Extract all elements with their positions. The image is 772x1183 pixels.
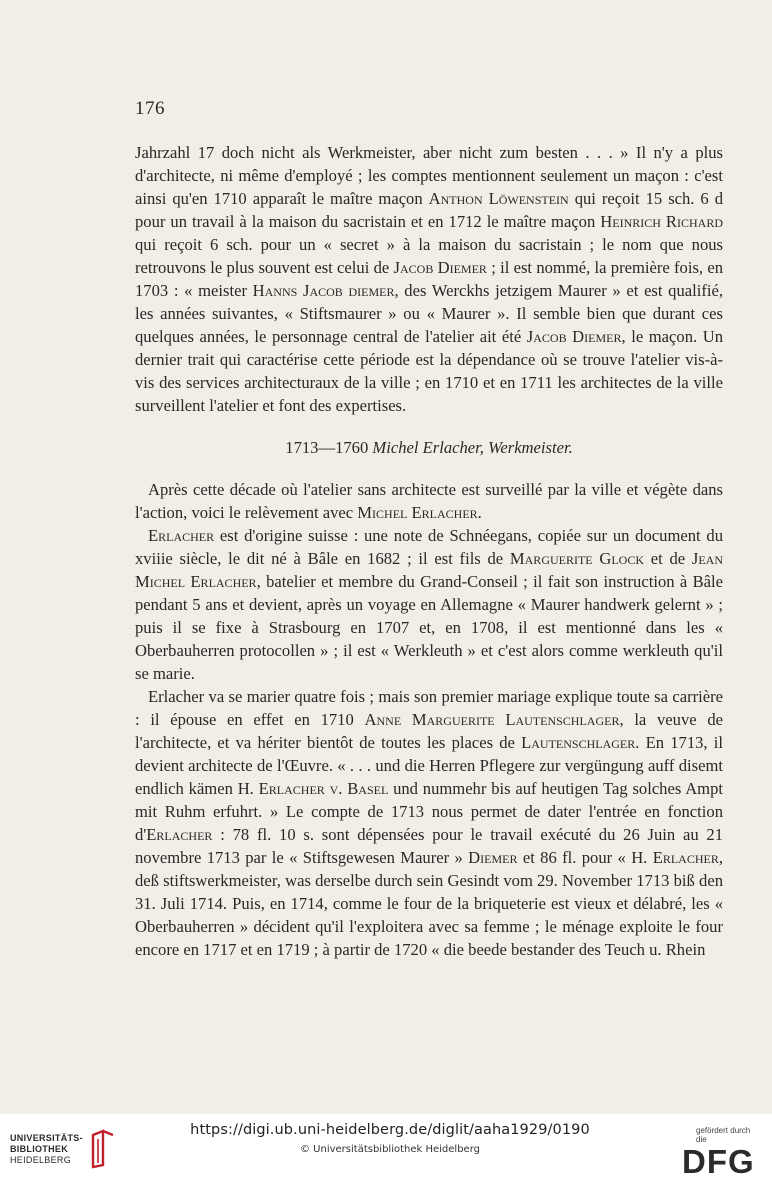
text-run: . En 1713, il devient architecte de l'Œuvre. « . . . und die Herren Pflegere zur vergüngung auff disemt endlich kämen H. [135,733,723,798]
text-run: . [477,503,482,522]
funding-note: gefördert durch die [696,1126,751,1144]
text-run: qui reçoit 15 sch. 6 d pour un travail à la maison du sacristain et en 1712 le maître maçon [135,189,724,231]
person-name: Anthon Löwenstein [428,189,569,208]
library-name-line-2: BIBLIOTHEK [10,1143,68,1154]
library-name-line-1: UNIVERSITÄTS- [10,1132,83,1143]
text-run: und nummehr bis auf heutigen Tag solches Ampt mit Ruhm erfuhrt. » Le compte de 1713 nous permet de dater l'entrée en fonction d' [135,779,723,844]
paragraph [135,141,723,417]
person-name: Heinrich Richard [600,212,723,231]
section-heading-years: 1713—1760 [285,438,369,457]
text-run: , le maçon. Un dernier trait qui caractérise cette période est la dépendance où se trouve l'atelier vis-à-vis des services architecturaux de la ville ; en 1710 et en 1711 les architectes de la ville surveillent l'atelier et font des expertises. [135,327,723,415]
text-run: , batelier et membre du Grand-Conseil ; il fait son instruction à Bâle pendant 5 ans et devient, après un voyage en Allemagne « Maurer handwerk gelernt » ; puis il se fixe à Strasbourg en 1707 et, en 1708, il est mentionné dans les « Oberbauherren protocollen » ; il est « Werkleuth » et c'est alors comme werkleuth qu'il se marie. [135,572,724,683]
person-name: Jacob Diemer [393,258,487,277]
person-name: Erlacher [148,526,215,545]
section-heading [135,436,723,459]
person-name: Anne Marguerite Lautenschlager [364,710,620,729]
text-run: qui reçoit 6 sch. pour un « secret » à la maison du sacristain ; le nom que nous retrouvons le plus souvent est celui de [135,235,723,277]
person-name: Lautenschlager [521,733,636,752]
person-name: Marguerite Glock [509,549,645,568]
paragraph [135,478,723,524]
text-run: : 78 fl. 10 s. sont dépensées pour le travail exécuté du 26 Juin au 21 novembre 1713 par le « Stiftsgewesen Maurer » [135,825,723,867]
text-run: Jahrzahl 17 doch nicht als Werkmeister, aber nicht zum besten . . . » Il n'y a plus d'architecte, ni même d'employé ; les comptes mentionnent seulement un maçon : c'est ainsi qu'en 1710 apparaît le maître maçon [135,143,723,208]
person-name: Jacob Diemer [526,327,622,346]
permalink-url[interactable]: https://digi.ub.uni-heidelberg.de/diglit/aaha1929/0190 [190,1122,590,1138]
footer-citation [190,1122,590,1155]
person-name: Hanns Jacob diemer [252,281,395,300]
person-name: Erlacher [146,825,213,844]
library-emblem-icon [89,1129,117,1169]
person-name: Jean Michel Erlacher [135,549,723,591]
funder-logo[interactable] [682,1126,762,1179]
text-run: , la veuve de l'architecte, et va hériter bientôt de toutes les places de [135,710,723,752]
text-run: Erlacher va se marier quatre fois ; mais son premier mariage explique toute sa carrière : il épouse en effet en 1710 [135,687,723,729]
person-name: Erlacher v. Basel [258,779,389,798]
copyright-notice: © Universitätsbibliothek Heidelberg [299,1144,480,1155]
library-name-line-3: HEIDELBERG [10,1154,72,1165]
text-run: est d'origine suisse : une note de Schnéegans, copiée sur un document du xviiie siècle, le dit né à Bâle en 1682 ; il est fils de [135,526,723,568]
person-name: Michel Erlacher [357,503,478,522]
paragraph [135,524,723,685]
person-name: Diemer [468,848,518,867]
library-logo[interactable] [10,1131,117,1167]
paragraph [135,685,723,961]
dfg-logo-text: DFG [682,1143,755,1180]
text-run: , des Werckhs jetzigem Maurer » et est qualifié, les années suivantes, « Stiftsmaurer » ou « Maurer ». Il semble bien que durant ces quelques années, le personnage central de l'atelier ait été [135,281,724,346]
text-run: , deß stiftswerkmeister, was derselbe durch sein Gesindt vom 29. November 1713 biß den 31. Juli 1714. Puis, en 1714, comme le four de la briqueterie est vieux et délabré, les « Oberbauherren » décident qu'il l'exploitera avec sa femme ; le ménage exploite le four encore en 1717 et en 1719 ; à partir de 1720 « die beede bestander des Teuch u. Rhein [135,848,723,959]
body-text [135,141,723,961]
viewer-footer [0,1114,772,1183]
text-run: et de [644,549,692,568]
library-name [10,1133,83,1166]
text-run: et 86 fl. pour « H. [517,848,653,867]
text-run: Après cette décade où l'atelier sans architecte est surveillé par la ville et végète dans l'action, voici le relèvement avec [135,480,723,522]
section-heading-title: Michel Erlacher, Werkmeister. [372,438,573,457]
person-name: Erlacher [652,848,719,867]
page-number: 176 [135,98,165,119]
text-run: ; il est nommé, la première fois, en 1703 : « meister [135,258,724,300]
